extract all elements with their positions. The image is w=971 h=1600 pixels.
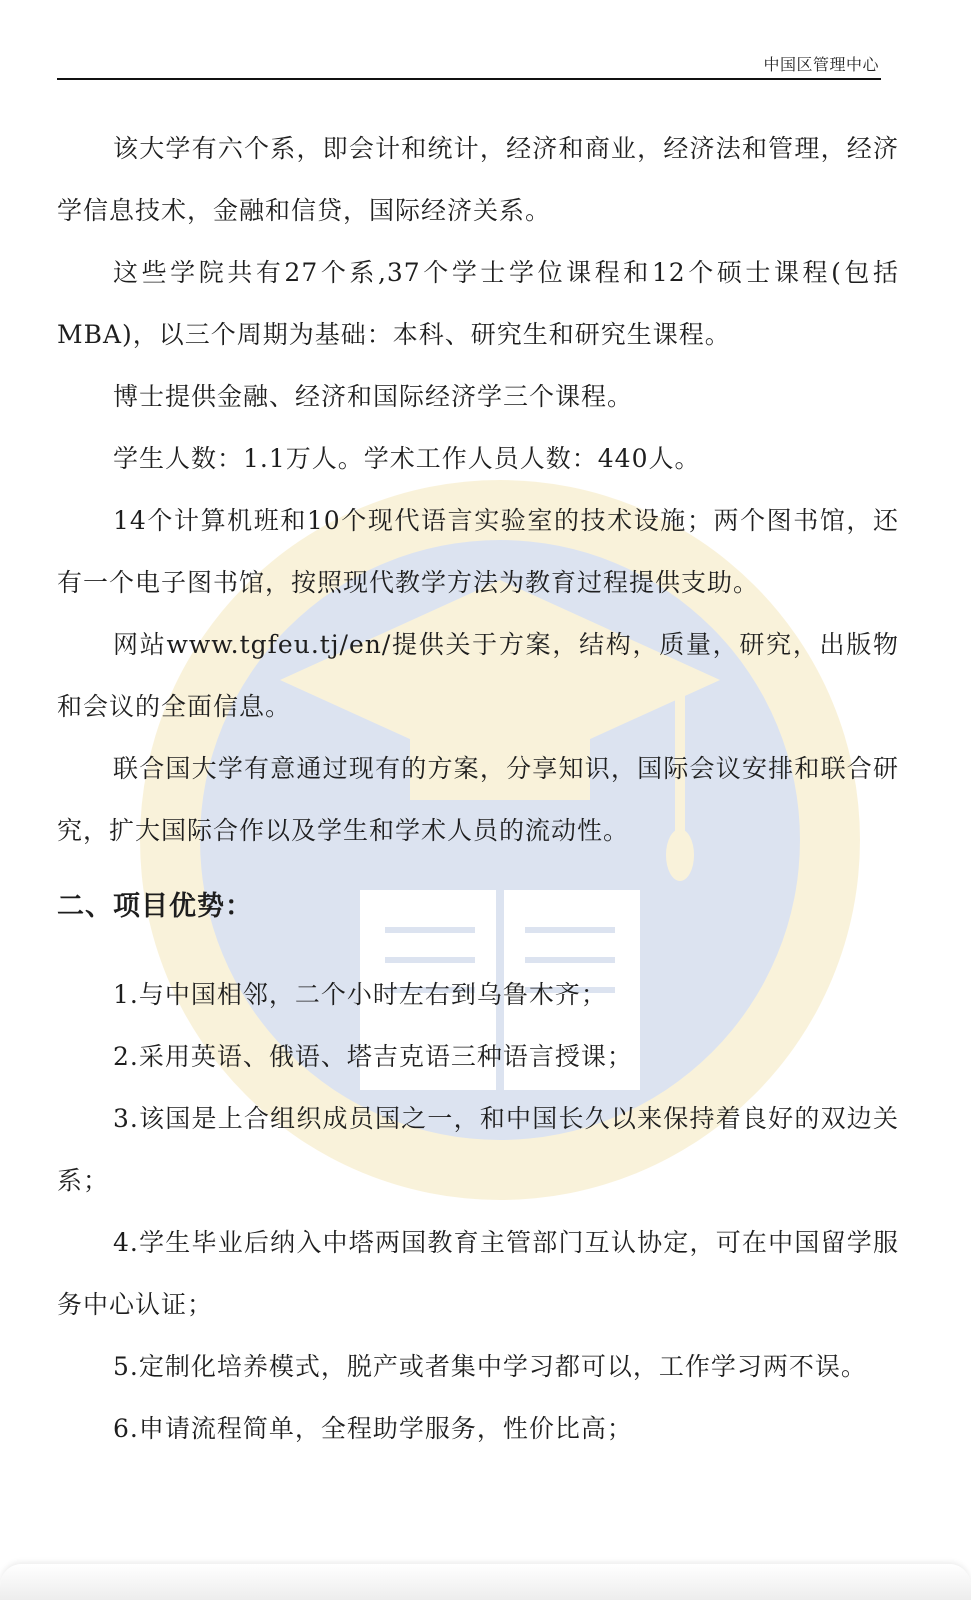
header-divider — [57, 78, 881, 80]
intro-paragraph: 联合国大学有意通过现有的方案，分享知识，国际会议安排和联合研究，扩大国际合作以及学生和学术人员的流动性。 — [57, 754, 899, 845]
advantage-item: 3.该国是上合组织成员国之一，和中国长久以来保持着良好的双边关系； — [57, 1104, 899, 1195]
intro-paragraph: 博士提供金融、经济和国际经济学三个课程。 — [113, 382, 634, 411]
advantage-item: 1.与中国相邻，二个小时左右到乌鲁木齐； — [113, 980, 607, 1009]
bottom-sheet-edge — [0, 1564, 971, 1600]
intro-paragraph: 这些学院共有27个系,37个学士学位课程和12个硕士课程(包括MBA)，以三个周期为基础：本科、研究生和研究生课程。 — [57, 258, 899, 349]
intro-paragraph: 学生人数：1.1万人。学术工作人员人数：440人。 — [113, 444, 701, 473]
advantage-item: 5.定制化培养模式，脱产或者集中学习都可以，工作学习两不误。 — [113, 1352, 867, 1381]
advantage-item: 2.采用英语、俄语、塔吉克语三种语言授课； — [113, 1042, 633, 1071]
intro-paragraph: 14个计算机班和10个现代语言实验室的技术设施；两个图书馆，还有一个电子图书馆，按照现代教学方法为教育过程提供支助。 — [57, 506, 899, 597]
intro-paragraph: 该大学有六个系，即会计和统计，经济和商业，经济法和管理，经济学信息技术，金融和信贷，国际经济关系。 — [57, 134, 899, 225]
header-org-name: 中国区管理中心 — [763, 55, 879, 74]
advantage-item: 4.学生毕业后纳入中塔两国教育主管部门互认协定，可在中国留学服务中心认证； — [57, 1228, 899, 1319]
document-body — [57, 118, 899, 1460]
advantage-item: 6.申请流程简单，全程助学服务，性价比高； — [113, 1414, 633, 1443]
intro-paragraph: 网站www.tgfeu.tj/en/提供关于方案，结构，质量，研究，出版物和会议的全面信息。 — [57, 630, 899, 721]
section-heading: 二、项目优势： — [57, 891, 253, 922]
